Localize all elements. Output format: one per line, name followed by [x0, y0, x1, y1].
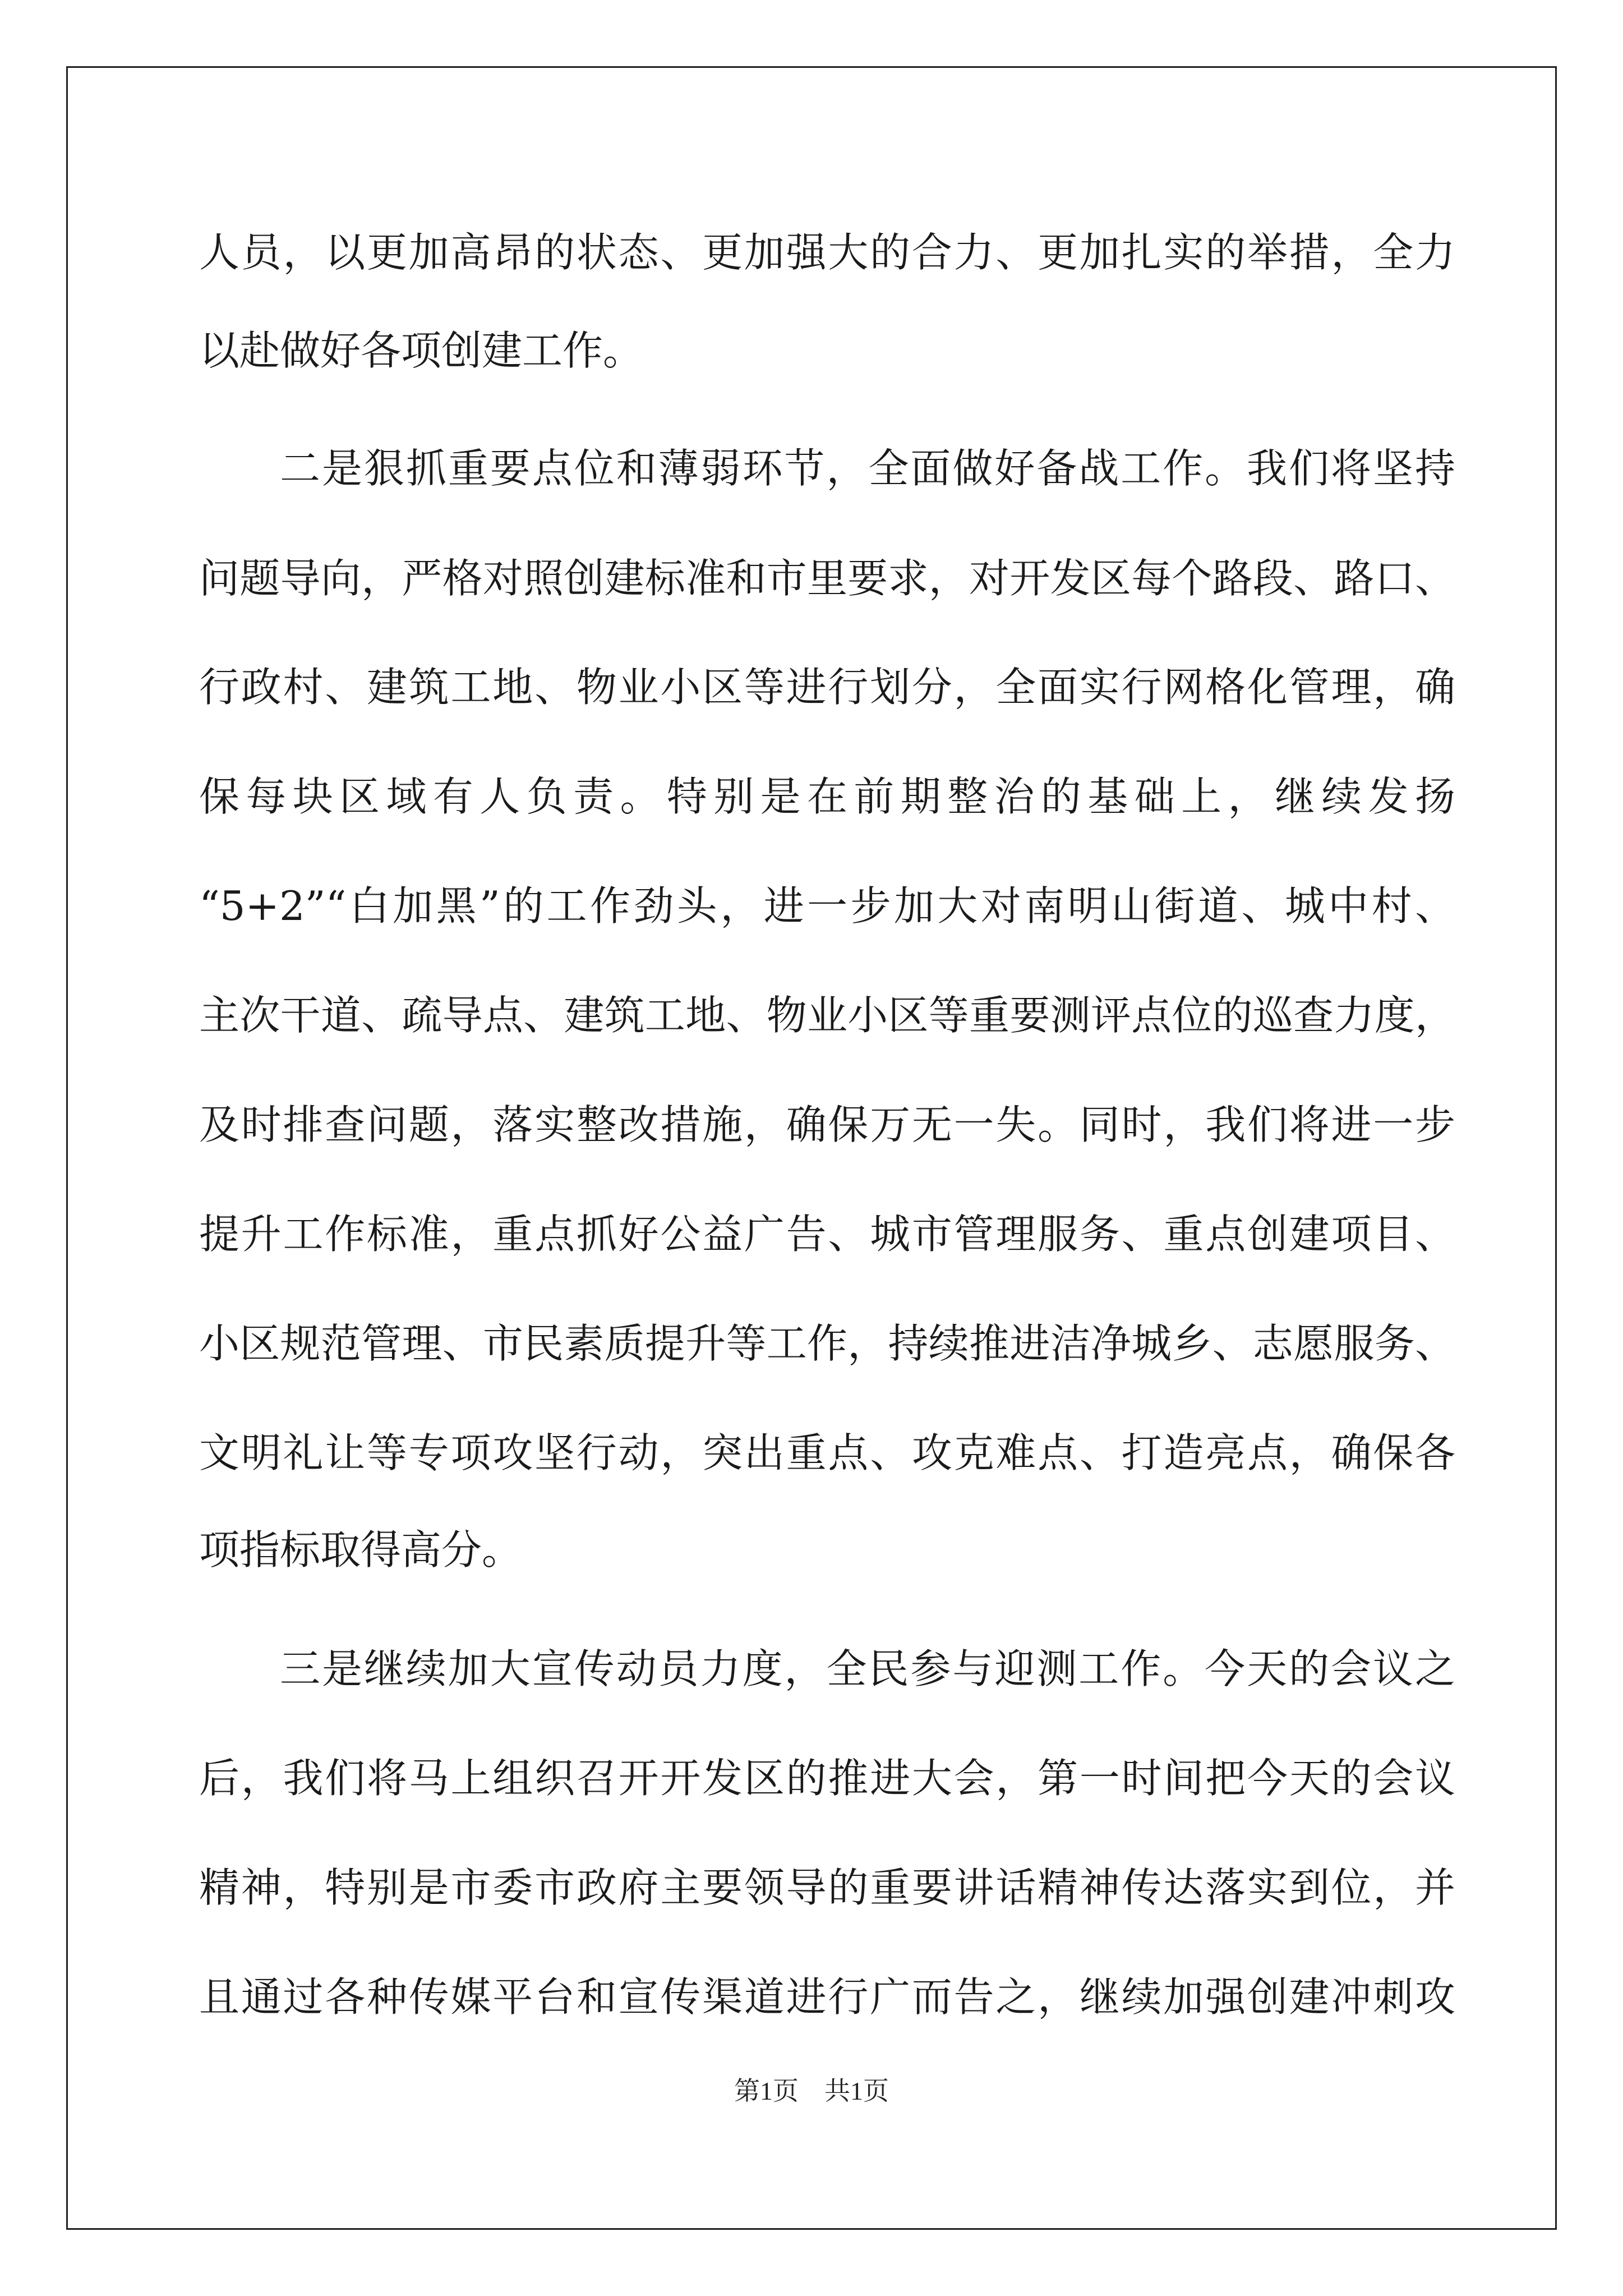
text-line: 行政村、建筑工地、物业小区等进行划分，全面实行网格化管理，确 — [199, 664, 1455, 711]
text-line: 精神，特别是市委市政府主要领导的重要讲话精神传达落实到位，并 — [199, 1864, 1455, 1911]
text-line: 提升工作标准，重点抓好公益广告、城市管理服务、重点创建项目、 — [199, 1211, 1455, 1258]
text-line: 二是狠抓重要点位和薄弱环节，全面做好备战工作。我们将坚持 — [280, 445, 1455, 492]
text-line: “5+2”“白加黑”的工作劲头，进一步加大对南明山街道、城中村、 — [199, 882, 1455, 930]
text-line: 人员，以更加高昂的状态、更加强大的合力、更加扎实的举措，全力 — [199, 229, 1455, 276]
text-line: 三是继续加大宣传动员力度，全民参与迎测工作。今天的会议之 — [280, 1645, 1455, 1692]
page-number: 第1页 共1页 — [734, 2077, 889, 2105]
text-line: 主次干道、疏导点、建筑工地、物业小区等重要测评点位的巡查力度， — [199, 992, 1455, 1039]
text-line: 项指标取得高分。 — [199, 1526, 523, 1573]
text-line: 文明礼让等专项攻坚行动，突出重点、攻克难点、打造亮点，确保各 — [199, 1429, 1455, 1476]
text-line: 及时排查问题，落实整改措施，确保万无一失。同时，我们将进一步 — [199, 1101, 1455, 1148]
text-line: 问题导向，严格对照创建标准和市里要求，对开发区每个路段、路口、 — [199, 555, 1455, 602]
text-line: 后，我们将马上组织召开开发区的推进大会，第一时间把今天的会议 — [199, 1755, 1455, 1802]
text-line: 以赴做好各项创建工作。 — [199, 327, 644, 374]
text-line: 保每块区域有人负责。特别是在前期整治的基础上，继续发扬 — [199, 773, 1455, 820]
text-line: 且通过各种传媒平台和宣传渠道进行广而告之，继续加强创建冲刺攻 — [199, 1973, 1455, 2021]
text-line: 小区规范管理、市民素质提升等工作，持续推进洁净城乡、志愿服务、 — [199, 1320, 1455, 1367]
